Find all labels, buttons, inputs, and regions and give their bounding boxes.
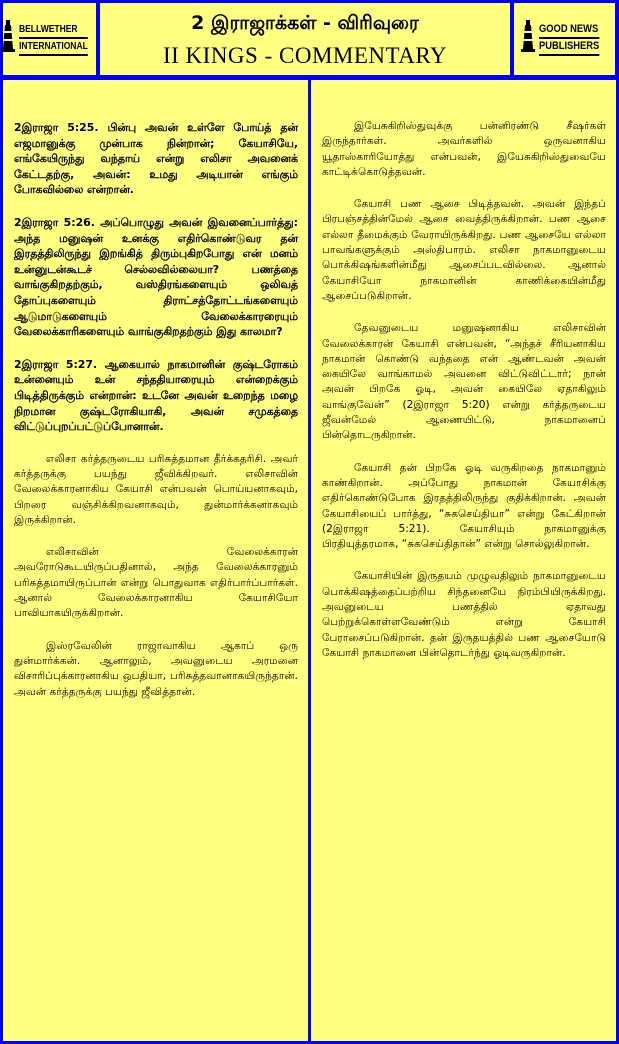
commentary-paragraph: கேயாசியின் இருதயம் முழுவதிலும் நாகமானுடைய பொக்கிஷத்தைப்பற்றிய சிந்தனையே நிரம்பியிருக்கிறது. அவனுடைய பணத்தில் ஏதாவது பெற்றுக்கொள்ளவேண்டும் என்று கேயாசி பேராசைப்படுகிறான். தன் இருதயத்தில் பண ஆசையோடு கேயாசி நாகமானை பின்தொடர்ந்து ஓடிவருகிறான்.: [322, 570, 606, 659]
verse-5-26: 2இராஜா 5:26. அப்பொழுது அவன் இவனைப்பார்த்து: அந்த மனுஷன் உனக்கு எதிர்கொண்டுவர தன் இரதத்திலிருந்து இறங்கித் திரும்புகிறபோது என் மனம் உன்னுடன்கூடச் செல்லவில்லையா? பணத்தை வாங்குகிறதற்கும், வஸ்திரங்களையும் ஒலிவத் தோப்புகளையும் திராட்சத்தோட்டங்களையும் ஆடுமாடுகளையும் வேலைக்காரரையும் வேலைக்காரிகளையும் வாங்குகிறதற்கும் இது காலமா?: [14, 215, 298, 339]
commentary-paragraph: கேயாசி தன் பிறகே ஓடி வருகிறதை நாகமானும் காண்கிறான். அப்போது நாகமான் கேயாசிக்கு எதிர்கொண்டுபோக இரதத்திலிருந்து குதிக்கிறான். அவன் கேயாசியைப் பார்த்து, “சுகசெய்தியா” என்று கேட்கிறான் (2இராஜா 5:21). கேயாசியும் நாகமானுக்கு பிரதியுத்தரமாக, “சுகசெய்திதான்” என்று சொல்லுகிறான்.: [322, 461, 606, 551]
lighthouse-icon: [0, 19, 16, 59]
logo-left-line1: BELLWETHER: [19, 22, 88, 39]
bellwether-logo: [3, 3, 96, 75]
commentary-paragraph: எலிசாவின் வேலைக்காரன் அவரோடுகூடயிருப்பதினால், அந்த வேலைக்காரனும் பரிசுத்தமாயிருப்பான் என்று பொதுவாக எதிர்பார்ப்பார்கள். ஆனால் வேலைக்காரனாகிய கேயாசியோ பாவியாகயிருக்கிறான்.: [14, 546, 298, 620]
verse-5-27: 2இராஜா 5:27. ஆகையால் நாகமானின் குஷ்டரோகம் உன்னையும் உன் சந்ததியாரையும் என்றைக்கும் பிடித்திருக்கும் என்றான்: உடனே அவன் உறைந்த மழை நிறமான குஷ்டரோகியாகி, அவன் சமுகத்தை விட்டுப்புறப்பட்டுப்போனான்.: [14, 357, 298, 434]
commentary-paragraph: கேயாசி பண ஆசை பிடித்தவன். அவன் இந்தப் பிரபஞ்சத்தின்மேல் ஆசை வைத்திருக்கிறான். பண ஆசை எல்லா தீமைக்கும் வேராயிருக்கிறது. பண ஆசையே எல்லா பாவங்களுக்கும் அஸ்திபாரம். எலிசா நாகமானுடைய பொக்கிஷங்களின்மீது ஆசைப்படவில்லை. ஆனால் கேயாசியோ நாகமானின் காணிக்கையின்மீது ஆசைப்படுகிறான்.: [322, 198, 606, 302]
logo-left-line2: INTERNATIONAL: [19, 39, 88, 56]
commentary-paragraph: இஸ்ரவேலின் ராஜாவாகிய ஆகாப் ஒரு துன்மார்க்கன். ஆனாலும், அவனுடைய அரமனை விசாரிப்புக்காரனாகிய ஒபதியா, பரிசுத்தவானாகயிருந்தான். அவன் கர்த்தருக்கு பயந்து ஜீவித்தான்.: [14, 639, 298, 698]
lighthouse-icon: [520, 19, 536, 59]
good-news-logo: [514, 3, 615, 75]
page-title: [100, 3, 510, 75]
commentary-paragraph: இயேசுகிறிஸ்துவுக்கு பன்னிரண்டு சீஷர்கள் இருந்தார்கள். அவர்களில் ஒருவனாகிய யூதாஸ்காரியோத்து என்பவன், இயேசுகிறிஸ்துவையே காட்டிக்கொடுத்தவன்.: [322, 120, 606, 178]
commentary-paragraph: தேவனுடைய மனுஷனாகிய எலிசாவின் வேலைக்காரன் கேயாசி என்பவன், “அந்தச் சீரியனாகிய நாகமான் கொண்டு வந்ததை என் ஆண்டவன் அவன் கையிலே வாங்காமல் அவனை விட்டுவிட்டார்; நான் அவன் பிறகே ஓடி, அவன் கையிலே ஏதாகிலும் வாங்குவேன்” (2இராஜா 5:20) என்று கர்த்தருடைய ஜீவன்மேல் ஆணையிட்டு, நாகமானைப் பின்தொடருகிறான்.: [322, 322, 606, 442]
logo-right-line1: GOOD NEWS: [539, 22, 599, 39]
title-english: II KINGS - COMMENTARY: [162, 43, 448, 68]
commentary-paragraph: எலிசா கர்த்தருடைய பரிசுத்தமான தீர்க்கதரிசி. அவர் கர்த்தருக்கு பயந்து ஜீவிக்கிறவர். எலிசாவின் வேலைக்காரனாகிய கேயாசி என்பவன் பொய்யனாகவும், பிறரை வஞ்சிக்கிறவனாகவும், துன்மார்க்கனாகவும் இருக்கிறான்.: [14, 452, 298, 526]
left-column: [3, 80, 308, 1041]
title-tamil: 2 இராஜாக்கள் - விரிவுரை: [191, 12, 419, 34]
right-column: [311, 80, 616, 1041]
verse-5-25: 2இராஜா 5:25. பின்பு அவன் உள்ளே போய்த் தன் எஜமானுக்கு முன்பாக நின்றான்; கேயாசியே, எங்கேயிருந்து வந்தாய் என்று எலிசா அவனைக் கேட்டதற்கு, அவன்: உமது அடியான் எங்கும் போகவில்லை என்றான்.: [14, 121, 298, 197]
logo-right-line2: PUBLISHERS: [539, 39, 599, 56]
